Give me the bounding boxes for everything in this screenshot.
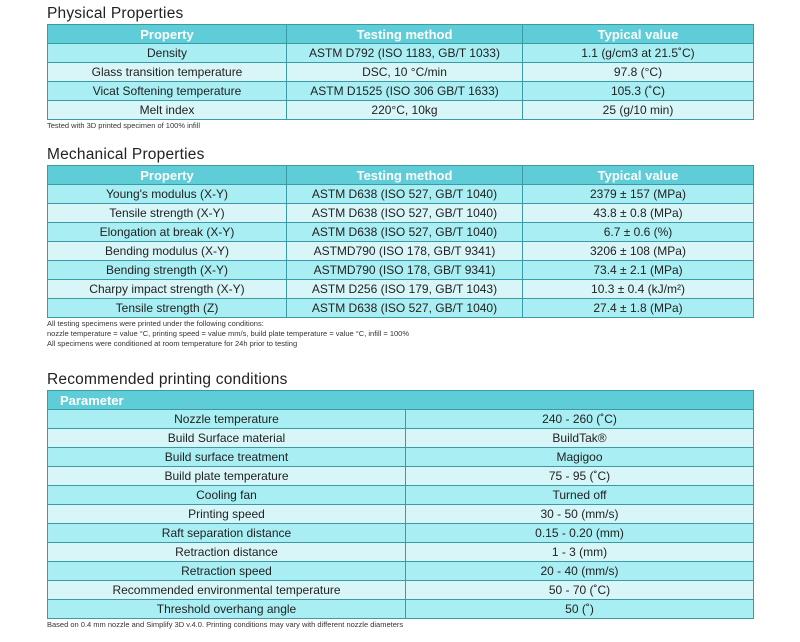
table-cell: Printing speed: [48, 505, 406, 524]
table-cell: Young's modulus (X-Y): [48, 185, 287, 204]
table-cell: Vicat Softening temperature: [48, 82, 287, 101]
header-testing-method: Testing method: [287, 166, 523, 185]
mechanical-note-line-2: nozzle temperature = value °C, printing speed = value mm/s, build plate temperature = value °C, infill = 100%: [47, 329, 410, 338]
table-cell: 1.1 (g/cm3 at 21.5˚C): [523, 44, 754, 63]
table-cell: 50 (˚): [406, 600, 754, 619]
table-cell: ASTMD790 (ISO 178, GB/T 9341): [287, 242, 523, 261]
mechanical-note-line-3: All specimens were conditioned at room temperature for 24h prior to testing: [47, 339, 298, 348]
table-cell: ASTM D792 (ISO 1183, GB/T 1033): [287, 44, 523, 63]
table-cell: 20 - 40 (mm/s): [406, 562, 754, 581]
mechanical-properties-section: [47, 147, 753, 349]
table-row: [48, 524, 754, 543]
table-cell: 3206 ± 108 (MPa): [523, 242, 754, 261]
header-property: Property: [48, 25, 287, 44]
table-cell: Bending strength (X-Y): [48, 261, 287, 280]
table-cell: Melt index: [48, 101, 287, 120]
table-row: [48, 581, 754, 600]
table-cell: Nozzle temperature: [48, 410, 406, 429]
table-cell: Build Surface material: [48, 429, 406, 448]
table-cell: ASTM D638 (ISO 527, GB/T 1040): [287, 299, 523, 318]
table-cell: Cooling fan: [48, 486, 406, 505]
table-cell: DSC, 10 °C/min: [287, 63, 523, 82]
table-row: [48, 410, 754, 429]
header-testing-method: Testing method: [287, 25, 523, 44]
mechanical-properties-table: [47, 165, 754, 318]
table-row: [48, 223, 754, 242]
table-cell: BuildTak®: [406, 429, 754, 448]
table-cell: 240 - 260 (˚C): [406, 410, 754, 429]
physical-note: Tested with 3D printed specimen of 100% infill: [47, 121, 200, 130]
table-cell: 43.8 ± 0.8 (MPa): [523, 204, 754, 223]
printing-conditions-title: Recommended printing conditions: [47, 371, 288, 388]
table-row: [48, 185, 754, 204]
table-cell: Tensile strength (Z): [48, 299, 287, 318]
table-row: [48, 63, 754, 82]
mechanical-properties-title: Mechanical Properties: [47, 146, 205, 163]
table-row: [48, 299, 754, 318]
physical-properties-table: [47, 24, 754, 120]
physical-properties-section: [47, 6, 753, 131]
table-cell: Retraction distance: [48, 543, 406, 562]
table-cell: Raft separation distance: [48, 524, 406, 543]
table-cell: Bending modulus (X-Y): [48, 242, 287, 261]
table-row: [48, 448, 754, 467]
table-cell: Elongation at break (X-Y): [48, 223, 287, 242]
table-row: [48, 600, 754, 619]
table-row: [48, 261, 754, 280]
table-cell: 25 (g/10 min): [523, 101, 754, 120]
mechanical-note: [47, 319, 753, 349]
table-row: [48, 82, 754, 101]
table-cell: Build plate temperature: [48, 467, 406, 486]
table-row: [48, 242, 754, 261]
table-cell: Density: [48, 44, 287, 63]
table-cell: Recommended environmental temperature: [48, 581, 406, 600]
table-cell: 73.4 ± 2.1 (MPa): [523, 261, 754, 280]
table-cell: ASTM D638 (ISO 527, GB/T 1040): [287, 223, 523, 242]
header-typical-value: Typical value: [523, 166, 754, 185]
table-row: [48, 101, 754, 120]
table-cell: 105.3 (˚C): [523, 82, 754, 101]
table-cell: Turned off: [406, 486, 754, 505]
table-cell: 1 - 3 (mm): [406, 543, 754, 562]
table-cell: 2379 ± 157 (MPa): [523, 185, 754, 204]
table-cell: 6.7 ± 0.6 (%): [523, 223, 754, 242]
header-property: Property: [48, 166, 287, 185]
header-typical-value: Typical value: [523, 25, 754, 44]
printing-conditions-table: [47, 390, 754, 619]
table-row: [48, 562, 754, 581]
physical-properties-title: Physical Properties: [47, 5, 184, 22]
table-cell: ASTM D256 (ISO 179, GB/T 1043): [287, 280, 523, 299]
table-cell: Threshold overhang angle: [48, 600, 406, 619]
table-cell: ASTM D638 (ISO 527, GB/T 1040): [287, 204, 523, 223]
table-cell: 30 - 50 (mm/s): [406, 505, 754, 524]
table-cell: Tensile strength (X-Y): [48, 204, 287, 223]
table-row: [48, 429, 754, 448]
table-row: [48, 280, 754, 299]
table-cell: ASTM D1525 (ISO 306 GB/T 1633): [287, 82, 523, 101]
table-row: [48, 467, 754, 486]
table-cell: Build surface treatment: [48, 448, 406, 467]
table-cell: 220°C, 10kg: [287, 101, 523, 120]
table-cell: 10.3 ± 0.4 (kJ/m²): [523, 280, 754, 299]
table-cell: ASTM D638 (ISO 527, GB/T 1040): [287, 185, 523, 204]
table-row: [48, 44, 754, 63]
printing-conditions-section: [47, 372, 753, 630]
table-cell: 97.8 (°C): [523, 63, 754, 82]
table-cell: 27.4 ± 1.8 (MPa): [523, 299, 754, 318]
table-cell: 75 - 95 (˚C): [406, 467, 754, 486]
table-row: [48, 543, 754, 562]
mechanical-note-line-1: All testing specimens were printed under the following conditions:: [47, 319, 264, 328]
table-cell: 50 - 70 (˚C): [406, 581, 754, 600]
table-cell: 0.15 - 0.20 (mm): [406, 524, 754, 543]
table-row: [48, 505, 754, 524]
table-cell: Charpy impact strength (X-Y): [48, 280, 287, 299]
table-row: [48, 486, 754, 505]
table-row: [48, 204, 754, 223]
table-cell: Retraction speed: [48, 562, 406, 581]
table-cell: ASTMD790 (ISO 178, GB/T 9341): [287, 261, 523, 280]
header-parameter: Parameter: [48, 391, 754, 410]
table-cell: Glass transition temperature: [48, 63, 287, 82]
printing-note: Based on 0.4 mm nozzle and Simplify 3D v.4.0. Printing conditions may vary with different nozzle diameters: [47, 620, 404, 629]
table-cell: Magigoo: [406, 448, 754, 467]
